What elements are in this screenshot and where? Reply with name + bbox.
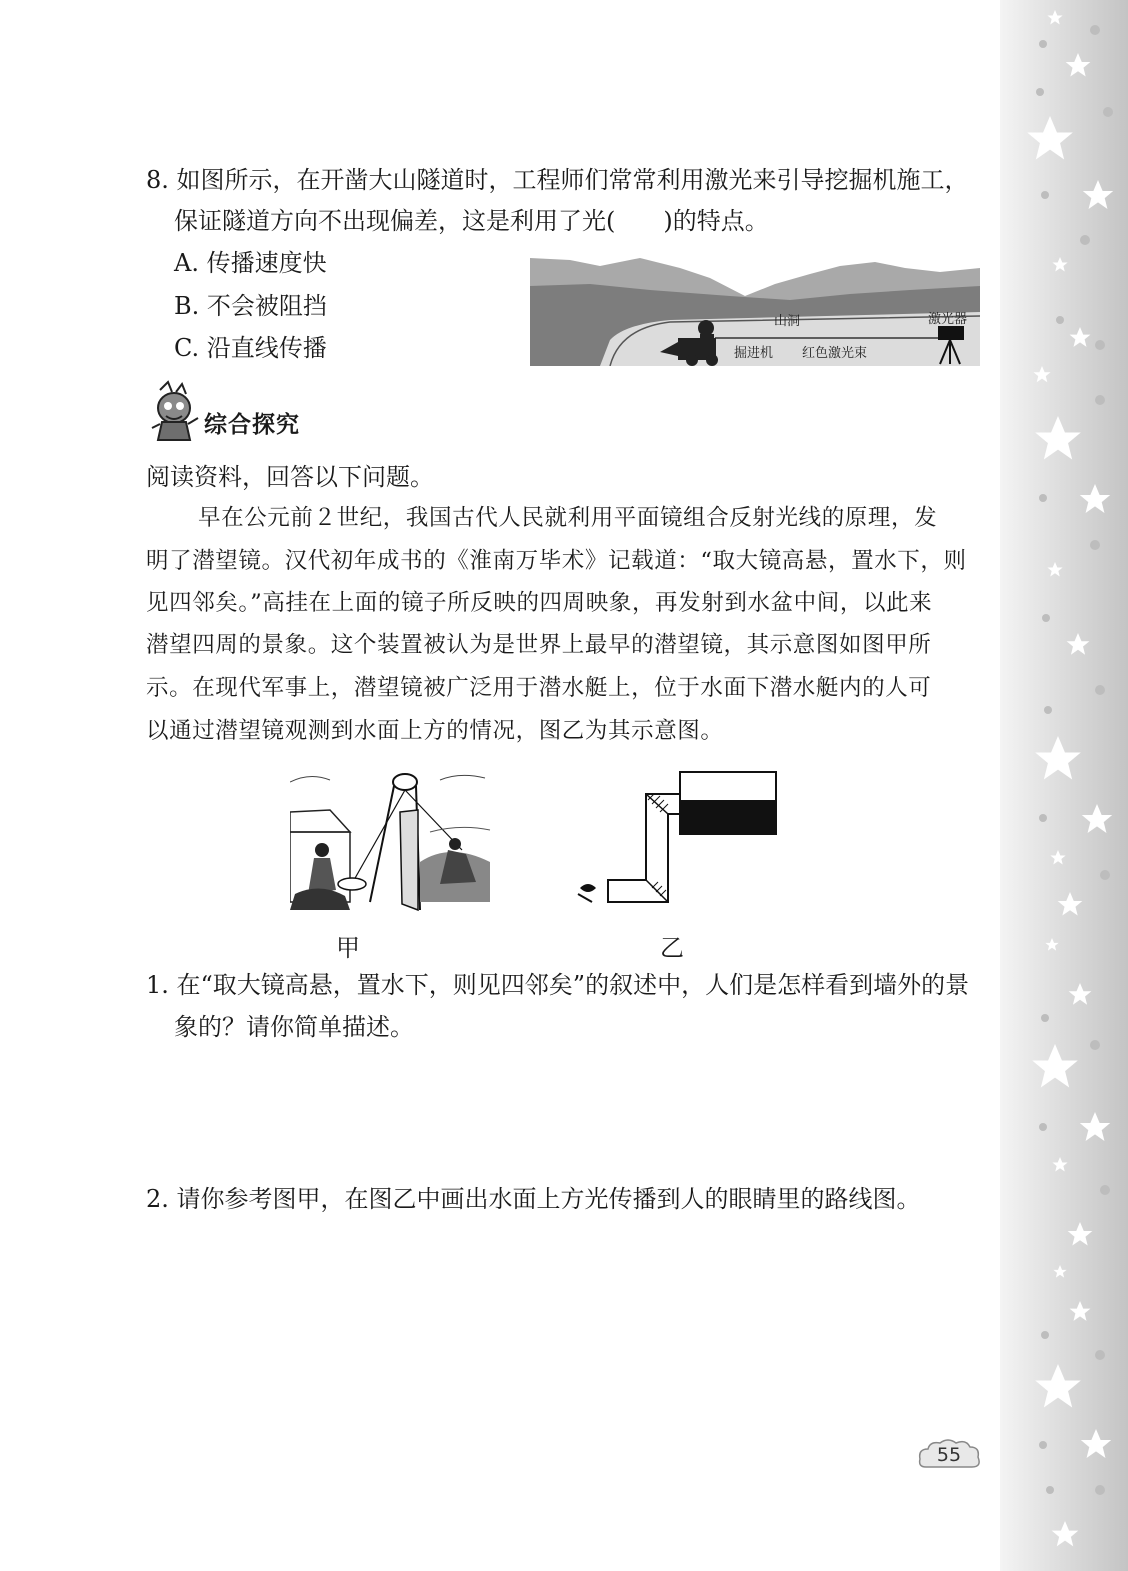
reading-paragraph-line: 见四邻矣。”高挂在上面的镜子所反映的四周映象，再发射到水盆中间，以此来 [146,590,933,616]
reading-paragraph-line: 早在公元前２世纪，我国古代人民就利用平面镜组合反射光线的原理，发 [198,505,938,531]
submarine-periscope-diagram [572,770,782,910]
reading-paragraph-line: 潜望四周的景象。这个装置被认为是世界上最早的潜望镜，其示意图如图甲所 [146,632,932,658]
figure-yi [572,770,782,910]
question-2: 2. 请你参考图甲，在图乙中画出水面上方光传播到人的眼睛里的路线图。 [146,1185,921,1213]
figure-yi-label: 乙 [660,934,684,962]
reading-paragraph-line: 明了潜望镜。汉代初年成书的《淮南万毕术》记载道：“取大镜高悬，置水下，则 [146,548,967,574]
label-laser: 激光器 [928,312,968,327]
tunnel-figure [530,256,980,366]
label-cave: 山洞 [774,314,801,329]
figure-jia [290,772,495,912]
label-excavator: 掘进机 [734,346,774,361]
page-number: 55 [936,1444,962,1466]
reading-paragraph-line: 示。在现代军事上，潜望镜被广泛用于潜水艇上，位于水面下潜水艇内的人可 [146,675,932,701]
star-decoration-icon [1000,0,1128,1571]
decorative-sidebar [1000,0,1128,1571]
reading-intro: 阅读资料，回答以下问题。 [146,463,434,491]
question-8-line-1: 8. 如图所示，在开凿大山隧道时，工程师们常常利用激光来引导挖掘机施工， [146,166,969,194]
option-b: B. 不会被阻挡 [174,292,327,320]
question-1-line-2: 象的？请你简单描述。 [174,1013,414,1041]
figure-jia-label: 甲 [336,934,360,962]
option-c: C. 沿直线传播 [174,334,327,362]
question-8-line-2: 保证隧道方向不出现偏差，这是利用了光( )的特点。 [174,207,769,235]
mascot-icon [146,378,206,448]
reading-paragraph-line: 以通过潜望镜观测到水面上方的情况，图乙为其示意图。 [146,718,724,744]
option-a: A. 传播速度快 [174,249,327,277]
question-1-line-1: 1. 在“取大镜高悬，置水下，则见四邻矣”的叙述中，人们是怎样看到墙外的景 [146,971,970,999]
section-title: 综合探究 [204,412,300,438]
label-beam: 红色激光束 [802,346,868,361]
ancient-periscope-illustration [290,772,495,912]
